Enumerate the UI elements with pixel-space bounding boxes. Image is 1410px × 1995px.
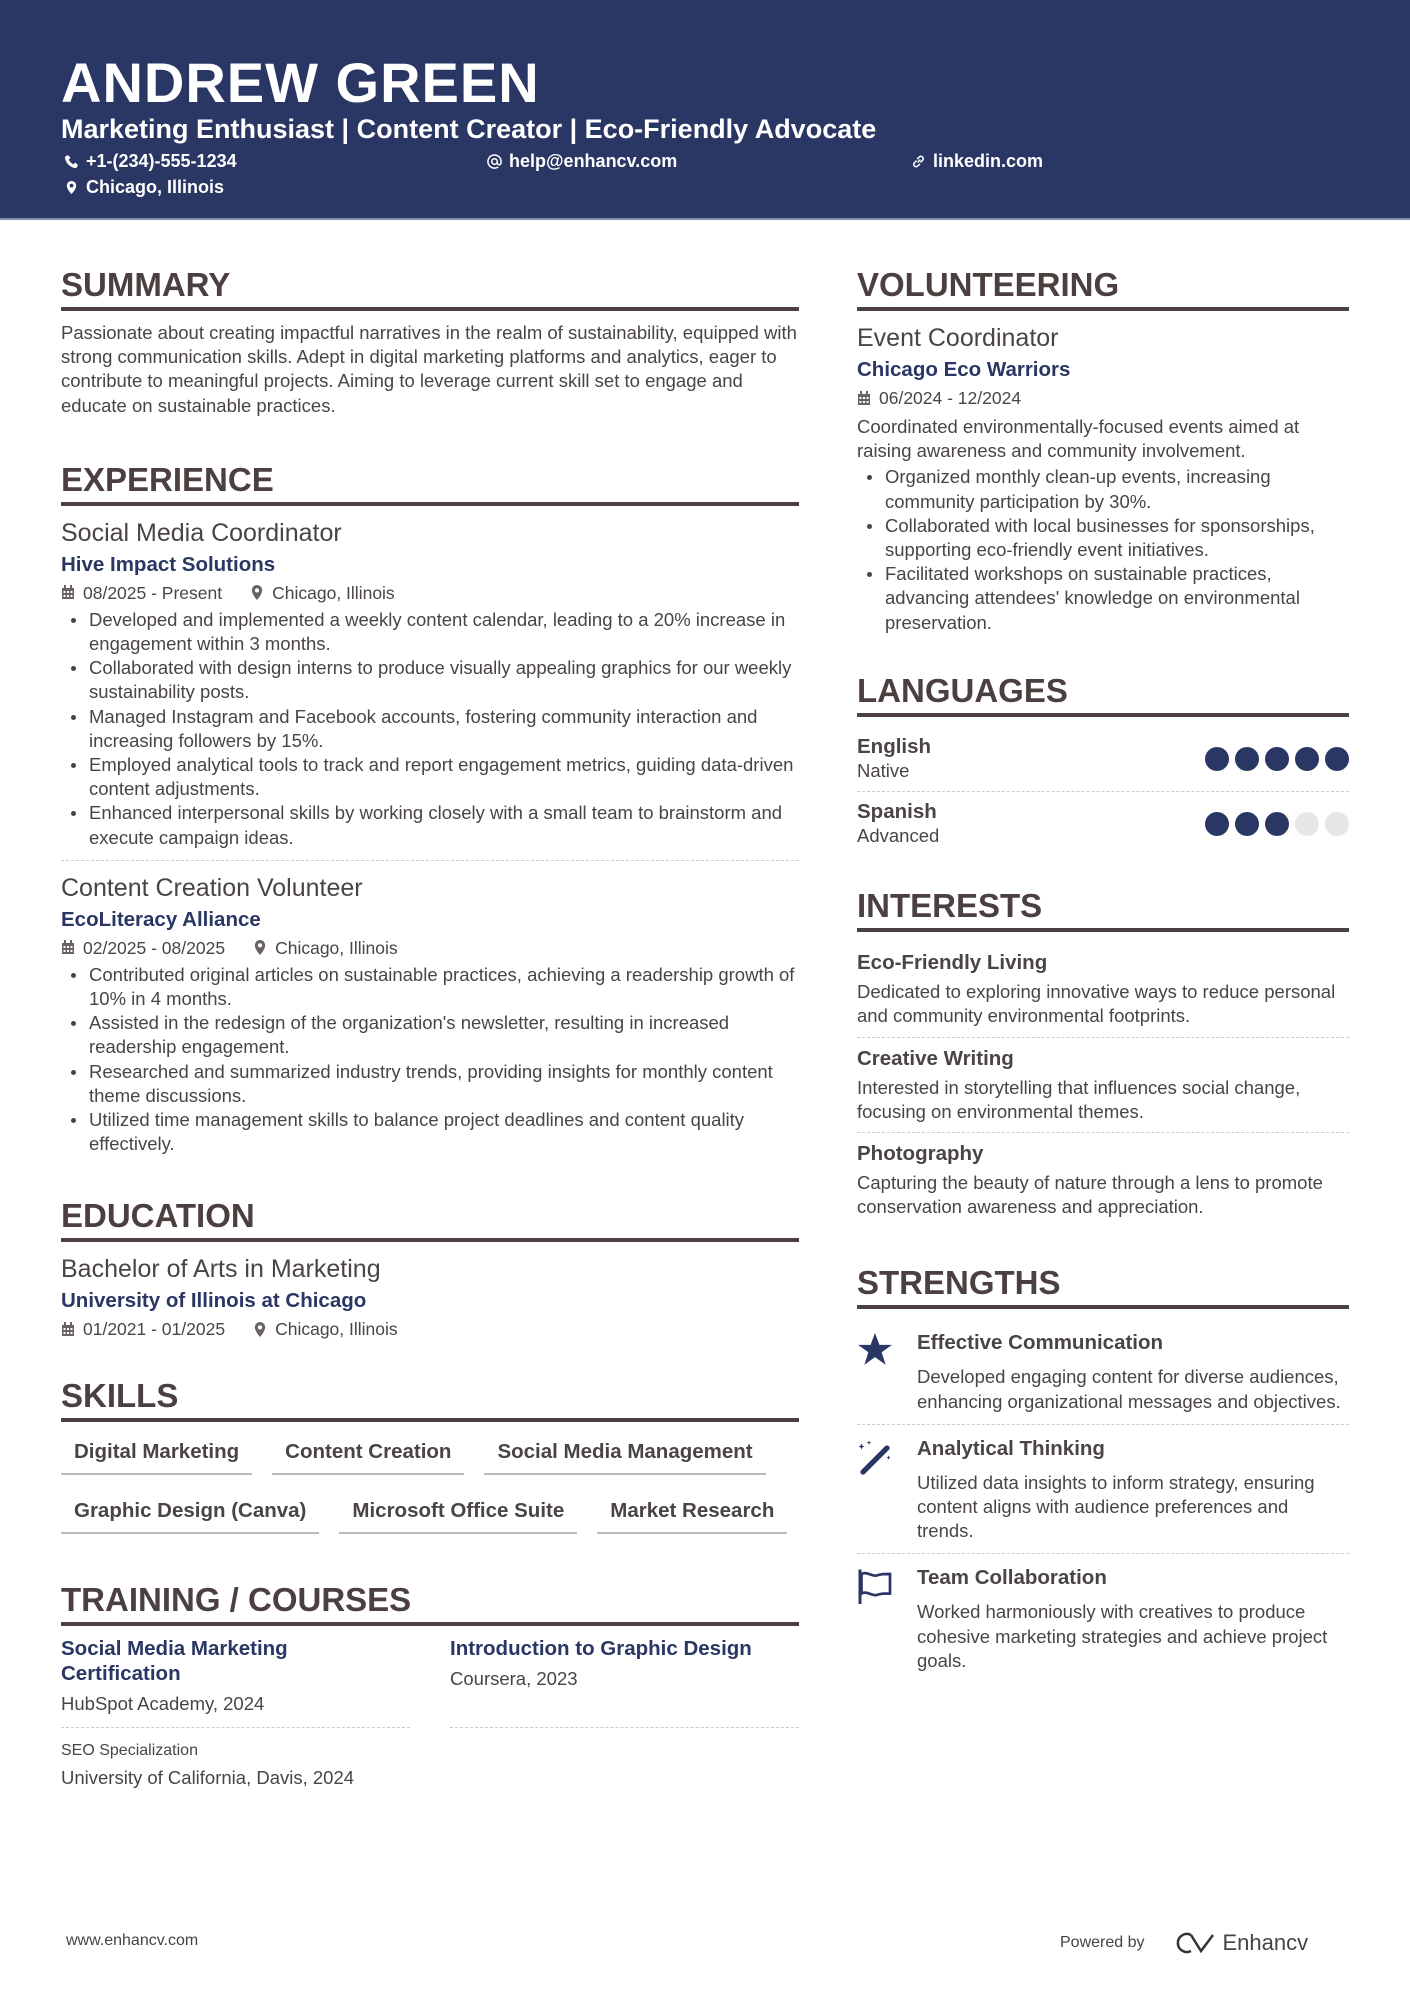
language-name: English: [857, 734, 932, 758]
footer-branding: [1060, 1930, 1308, 1956]
education-meta: [61, 1316, 799, 1342]
interest-item: [857, 1038, 1349, 1133]
job-location: Chicago, Illinois: [275, 937, 398, 958]
bullet-item: Managed Instagram and Facebook accounts, fostering community interaction and increasing followers by 15%.: [61, 705, 799, 753]
school-name: University of Illinois at Chicago: [61, 1289, 367, 1313]
language-item: [857, 792, 1349, 856]
volunteering-section: [857, 265, 1349, 635]
volunteer-role: Event Coordinator: [857, 324, 1059, 352]
company-name: Hive Impact Solutions: [61, 552, 276, 576]
location-pin-icon: [64, 180, 79, 195]
job-title: Content Creation Volunteer: [61, 873, 363, 902]
rating-dot: [1205, 812, 1229, 836]
rating-dot: [1265, 812, 1289, 836]
location-pin-icon: [253, 940, 267, 955]
training-section: [61, 1580, 799, 1789]
bullet-item: Facilitated workshops on sustainable practices, advancing attendees' knowledge on environmental preservation.: [857, 562, 1349, 635]
training-list: [61, 1636, 799, 1789]
training-name: Introduction to Graphic Design: [450, 1637, 752, 1661]
volunteer-dates: 06/2024 - 12/2024: [879, 388, 1022, 408]
languages-section: [857, 671, 1349, 856]
strength-item: [857, 1554, 1349, 1683]
right-column: [857, 265, 1349, 1713]
enhancv-logo[interactable]: [1171, 1930, 1309, 1956]
strength-text: Utilized data insights to inform strategy, ensuring content aligns with audience preferences and trends.: [917, 1471, 1315, 1542]
contact-website[interactable]: [911, 151, 1043, 172]
education-location: Chicago, Illinois: [275, 1319, 398, 1340]
degree: Bachelor of Arts in Marketing: [61, 1255, 381, 1284]
job-meta: [61, 580, 799, 606]
training-item: [450, 1636, 799, 1727]
section-title: SUMMARY: [61, 265, 799, 311]
strength-name: Team Collaboration: [917, 1566, 1107, 1590]
job-dates: 02/2025 - 08/2025: [83, 937, 226, 958]
calendar-icon: [857, 391, 871, 406]
bullet-item: Contributed original articles on sustainable practices, achieving a readership growth of 10% in 4 months.: [61, 963, 799, 1011]
interest-item: [857, 942, 1349, 1037]
rating-dot: [1235, 747, 1259, 771]
strength-text: Worked harmoniously with creatives to produce cohesive marketing strategies and achieve project goals.: [917, 1601, 1328, 1671]
rating-dot: [1295, 812, 1319, 836]
location-pin-icon: [250, 585, 264, 600]
education-dates: 01/2021 - 01/2025: [83, 1319, 226, 1340]
location-pin-icon: [253, 1322, 267, 1337]
phone-icon: [64, 154, 79, 169]
experience-entry: [61, 516, 799, 850]
skill-tag: Market Research: [597, 1491, 787, 1534]
bullet-item: Organized monthly clean-up events, increasing community participation by 30%.: [857, 465, 1349, 513]
interest-item: [857, 1133, 1349, 1227]
strength-name: Analytical Thinking: [917, 1436, 1105, 1460]
left-column: [61, 265, 799, 1820]
skill-tag: Digital Marketing: [61, 1432, 252, 1475]
strengths-section: [857, 1263, 1349, 1683]
calendar-icon: [61, 940, 75, 955]
powered-by-text: Powered by: [1060, 1934, 1145, 1951]
flag-icon: [857, 1568, 893, 1604]
training-detail: Coursera, 2023: [450, 1668, 578, 1690]
training-detail: University of California, Davis, 2024: [61, 1766, 355, 1788]
rating-dot: [1325, 812, 1349, 836]
volunteer-meta: [857, 385, 1349, 411]
volunteer-org: Chicago Eco Warriors: [857, 358, 1071, 381]
bullet-item: Employed analytical tools to track and report engagement metrics, guiding data-driven content adjustments.: [61, 753, 799, 801]
section-title: SKILLS: [61, 1376, 799, 1422]
rating-dot: [1325, 747, 1349, 771]
interests-section: [857, 886, 1349, 1227]
contact-phone: [64, 151, 237, 172]
job-dates: 08/2025 - Present: [83, 582, 223, 603]
volunteer-description: Coordinated environmentally-focused events aimed at raising awareness and community involvement.: [857, 416, 1300, 462]
language-level: Native: [857, 759, 910, 781]
training-item: [61, 1742, 410, 1790]
training-item: [61, 1636, 410, 1727]
bullet-item: Collaborated with local businesses for sponsorships, supporting eco-friendly event initiatives.: [857, 514, 1349, 562]
skill-tag: Social Media Management: [484, 1432, 765, 1475]
calendar-icon: [61, 585, 75, 600]
section-title: EDUCATION: [61, 1196, 799, 1242]
rating-dot: [1265, 747, 1289, 771]
contact-location: [64, 177, 224, 198]
education-section: [61, 1196, 799, 1342]
bullet-item: Collaborated with design interns to produce visually appealing graphics for our weekly sustainability posts.: [61, 656, 799, 704]
enhancv-logo-icon: [1171, 1931, 1217, 1955]
bullet-item: Developed and implemented a weekly content calendar, leading to a 20% increase in engagement within 3 months.: [61, 608, 799, 656]
language-rating: [1205, 747, 1349, 771]
bullet-item: Assisted in the redesign of the organization's newsletter, resulting in increased readership engagement.: [61, 1011, 799, 1059]
training-detail: HubSpot Academy, 2024: [61, 1693, 265, 1715]
strength-text: Developed engaging content for diverse audiences, enhancing organizational messages and objectives.: [917, 1366, 1341, 1412]
brand-name: Enhancv: [1222, 1930, 1309, 1955]
skills-list: [61, 1432, 799, 1550]
section-title: TRAINING / COURSES: [61, 1580, 799, 1626]
resume-header: [0, 0, 1410, 220]
calendar-icon: [61, 1322, 75, 1337]
experience-entry: [61, 871, 799, 1157]
job-meta: [61, 935, 799, 961]
star-icon: [857, 1333, 893, 1367]
section-title: VOLUNTEERING: [857, 265, 1349, 311]
section-title: LANGUAGES: [857, 671, 1349, 717]
location-text: Chicago, Illinois: [86, 177, 225, 197]
volunteer-bullets: [857, 465, 1349, 634]
section-title: INTERESTS: [857, 886, 1349, 932]
job-bullets: [61, 963, 799, 1157]
tagline: Marketing Enthusiast | Content Creator | Eco-Friendly Advocate: [61, 114, 877, 144]
rating-dot: [1235, 812, 1259, 836]
strength-item: [857, 1319, 1349, 1424]
email-text: help@enhancv.com: [509, 151, 678, 171]
job-title: Social Media Coordinator: [61, 518, 342, 547]
skills-section: [61, 1376, 799, 1550]
phone-text: +1-(234)-555-1234: [86, 151, 237, 171]
interest-text: Dedicated to exploring innovative ways to reduce personal and community environmental footprints.: [857, 981, 1336, 1027]
experience-section: [61, 460, 799, 1157]
website-text: linkedin.com: [933, 151, 1044, 171]
bullet-item: Utilized time management skills to balance project deadlines and content quality effectively.: [61, 1108, 799, 1156]
bullet-item: Enhanced interpersonal skills by working closely with a small team to brainstorm and execute campaign ideas.: [61, 801, 799, 849]
rating-dot: [1295, 747, 1319, 771]
at-icon: [487, 154, 502, 169]
interest-text: Capturing the beauty of nature through a lens to promote conservation awareness and appreciation.: [857, 1172, 1323, 1218]
job-location: Chicago, Illinois: [272, 582, 395, 603]
company-name: EcoLiteracy Alliance: [61, 907, 261, 931]
language-name: Spanish: [857, 800, 937, 824]
magic-wand-icon: [857, 1439, 893, 1475]
link-icon: [911, 154, 926, 169]
summary-section: [61, 265, 799, 418]
skill-tag: Content Creation: [272, 1432, 464, 1475]
job-bullets: [61, 608, 799, 850]
divider: [61, 860, 799, 861]
training-name: SEO Specialization: [61, 1741, 198, 1759]
rating-dot: [1205, 747, 1229, 771]
skill-tag: Microsoft Office Suite: [339, 1491, 577, 1534]
footer-website[interactable]: www.enhancv.com: [66, 1932, 199, 1949]
interest-name: Creative Writing: [857, 1046, 1014, 1070]
bullet-item: Researched and summarized industry trends, providing insights for monthly content theme discussions.: [61, 1060, 799, 1108]
language-level: Advanced: [857, 825, 940, 847]
contact-email[interactable]: [487, 151, 677, 172]
language-rating: [1205, 812, 1349, 836]
interest-text: Interested in storytelling that influences social change, focusing on environmental themes.: [857, 1076, 1301, 1122]
strength-item: [857, 1425, 1349, 1555]
candidate-name: ANDREW GREEN: [61, 51, 540, 114]
summary-text: Passionate about creating impactful narratives in the realm of sustainability, equipped with strong communication skills. Adept in digital marketing platforms and analytics, eager to contribute to meaningful projects. Aiming to leverage current skill set to engage and educate on sustainable practices.: [61, 322, 797, 416]
strength-name: Effective Communication: [917, 1331, 1164, 1355]
interest-name: Photography: [857, 1142, 984, 1166]
language-item: [857, 727, 1349, 792]
section-title: STRENGTHS: [857, 1263, 1349, 1309]
section-title: EXPERIENCE: [61, 460, 799, 506]
training-name: Social Media Marketing Certification: [61, 1637, 288, 1686]
interest-name: Eco-Friendly Living: [857, 951, 1048, 975]
skill-tag: Graphic Design (Canva): [61, 1491, 319, 1534]
